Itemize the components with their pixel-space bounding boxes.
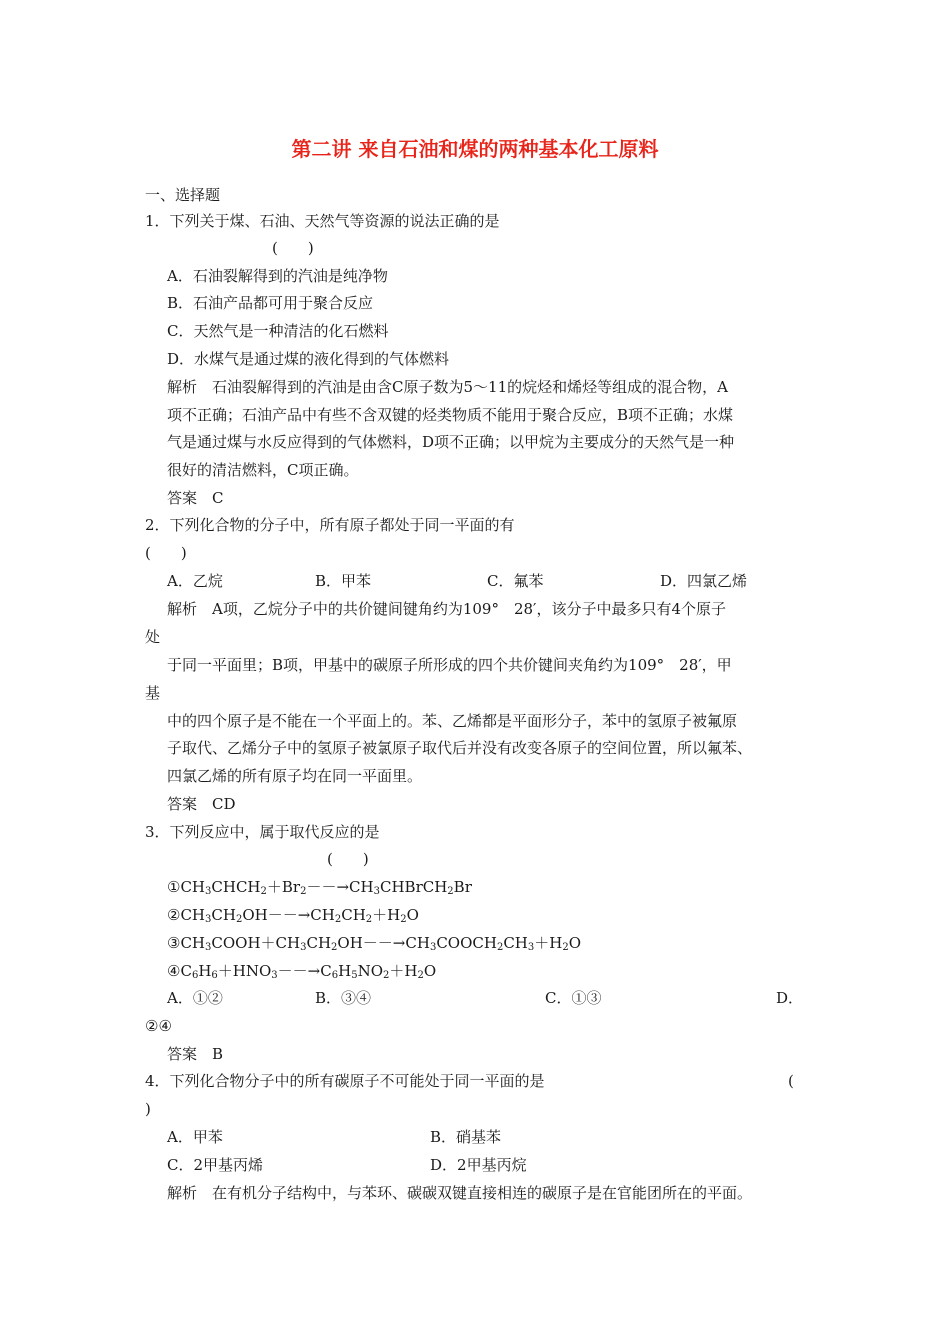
q1-option-b: B．石油产品都可用于聚合反应	[167, 294, 374, 312]
q2-stem: 2．下列化合物的分子中，所有原子都处于同一平面的有	[145, 516, 515, 534]
q3-reaction-3: $③CH_3COOH+CH_3CH_2OH--\to CH_3COOCH_2CH_3+H_2O$	[167, 934, 582, 953]
q2-analysis-line: 解析 A项，乙烷分子中的共价键间键角约为109° 28′，该分子中最多只有4个原子	[167, 600, 727, 618]
q3-option-a: A．①②	[167, 989, 223, 1007]
q3-stem: 3．下列反应中，属于取代反应的是	[145, 823, 380, 841]
q2-analysis-line: 中的四个原子是不能在一个平面上的。苯、乙烯都是平面形分子，苯中的氢原子被氟原	[167, 712, 738, 730]
q1-option-a: A．石油裂解得到的汽油是纯净物	[167, 267, 388, 285]
q2-analysis-line: 子取代、乙烯分子中的氢原子被氯原子取代后并没有改变各原子的空间位置，所以氟苯、	[167, 739, 753, 757]
q4-analysis-line: 解析 在有机分子结构中，与苯环、碳碳双键直接相连的碳原子是在官能团所在的平面。	[167, 1184, 753, 1202]
q3-option-d-text: ②④	[145, 1017, 172, 1035]
q4-stem: 4．下列化合物分子中的所有碳原子不可能处于同一平面的是	[145, 1072, 545, 1090]
q3-reaction-4: $④C_6H_6+HNO_3--\to C_6H_5NO_2+H_2O$	[167, 962, 437, 981]
q1-stem: 1．下列关于煤、石油、天然气等资源的说法正确的是	[145, 212, 500, 230]
q4-option-b: B．硝基苯	[430, 1128, 502, 1146]
q4-option-d: D．2甲基丙烷	[430, 1156, 527, 1174]
q3-option-c: C．①③	[545, 989, 602, 1007]
q2-analysis-line: 四氯乙烯的所有原子均在同一平面里。	[167, 767, 423, 785]
q3-answer-paren: ( )	[327, 850, 369, 868]
q1-answer: 答案 C	[167, 489, 224, 507]
q1-option-c: C．天然气是一种清洁的化石燃料	[167, 322, 389, 340]
q2-option-d: D．四氯乙烯	[660, 572, 748, 590]
q1-analysis-line: 很好的清洁燃料，C项正确。	[167, 461, 359, 479]
q2-option-c: C．氟苯	[487, 572, 544, 590]
q2-option-a: A．乙烷	[167, 572, 223, 590]
section-heading: 一、选择题	[145, 186, 221, 204]
q2-analysis-line: 基	[145, 684, 161, 702]
q3-option-d: D．	[776, 989, 804, 1007]
q1-answer-paren: ( )	[272, 239, 314, 257]
q2-option-b: B．甲苯	[315, 572, 372, 590]
q2-analysis-line: 处	[145, 628, 161, 646]
q1-analysis-line: 项不正确；石油产品中有些不含双键的烃类物质不能用于聚合反应，B项不正确；水煤	[167, 406, 734, 424]
q2-analysis-line: 于同一平面里；B项，甲基中的碳原子所形成的四个共价键间夹角约为109° 28′，甲	[167, 656, 732, 674]
q1-option-d: D．水煤气是通过煤的液化得到的气体燃料	[167, 350, 450, 368]
q2-answer: 答案 CD	[167, 795, 236, 813]
q3-option-b: B．③④	[315, 989, 372, 1007]
q1-analysis-line: 解析 石油裂解得到的汽油是由含C原子数为5～11的烷烃和烯烃等组成的混合物，A	[167, 378, 728, 396]
q4-paren-close: )	[145, 1100, 151, 1118]
q3-reaction-2: $②CH_3CH_2OH--\to CH_2CH_2+H_2O$	[167, 906, 419, 925]
q4-paren-open: (	[788, 1072, 794, 1090]
q2-answer-paren: ( )	[145, 544, 187, 562]
q3-reaction-1: $①CH_3CHCH_2+Br_2--\to CH_3CHBrCH_2Br$	[167, 878, 472, 897]
q3-answer: 答案 B	[167, 1045, 224, 1063]
q1-analysis-line: 气是通过煤与水反应得到的气体燃料，D项不正确；以甲烷为主要成分的天然气是一种	[167, 433, 735, 451]
page-title: 第二讲 来自石油和煤的两种基本化工原料	[291, 137, 659, 161]
q4-option-a: A．甲苯	[167, 1128, 223, 1146]
q4-option-c: C．2甲基丙烯	[167, 1156, 264, 1174]
